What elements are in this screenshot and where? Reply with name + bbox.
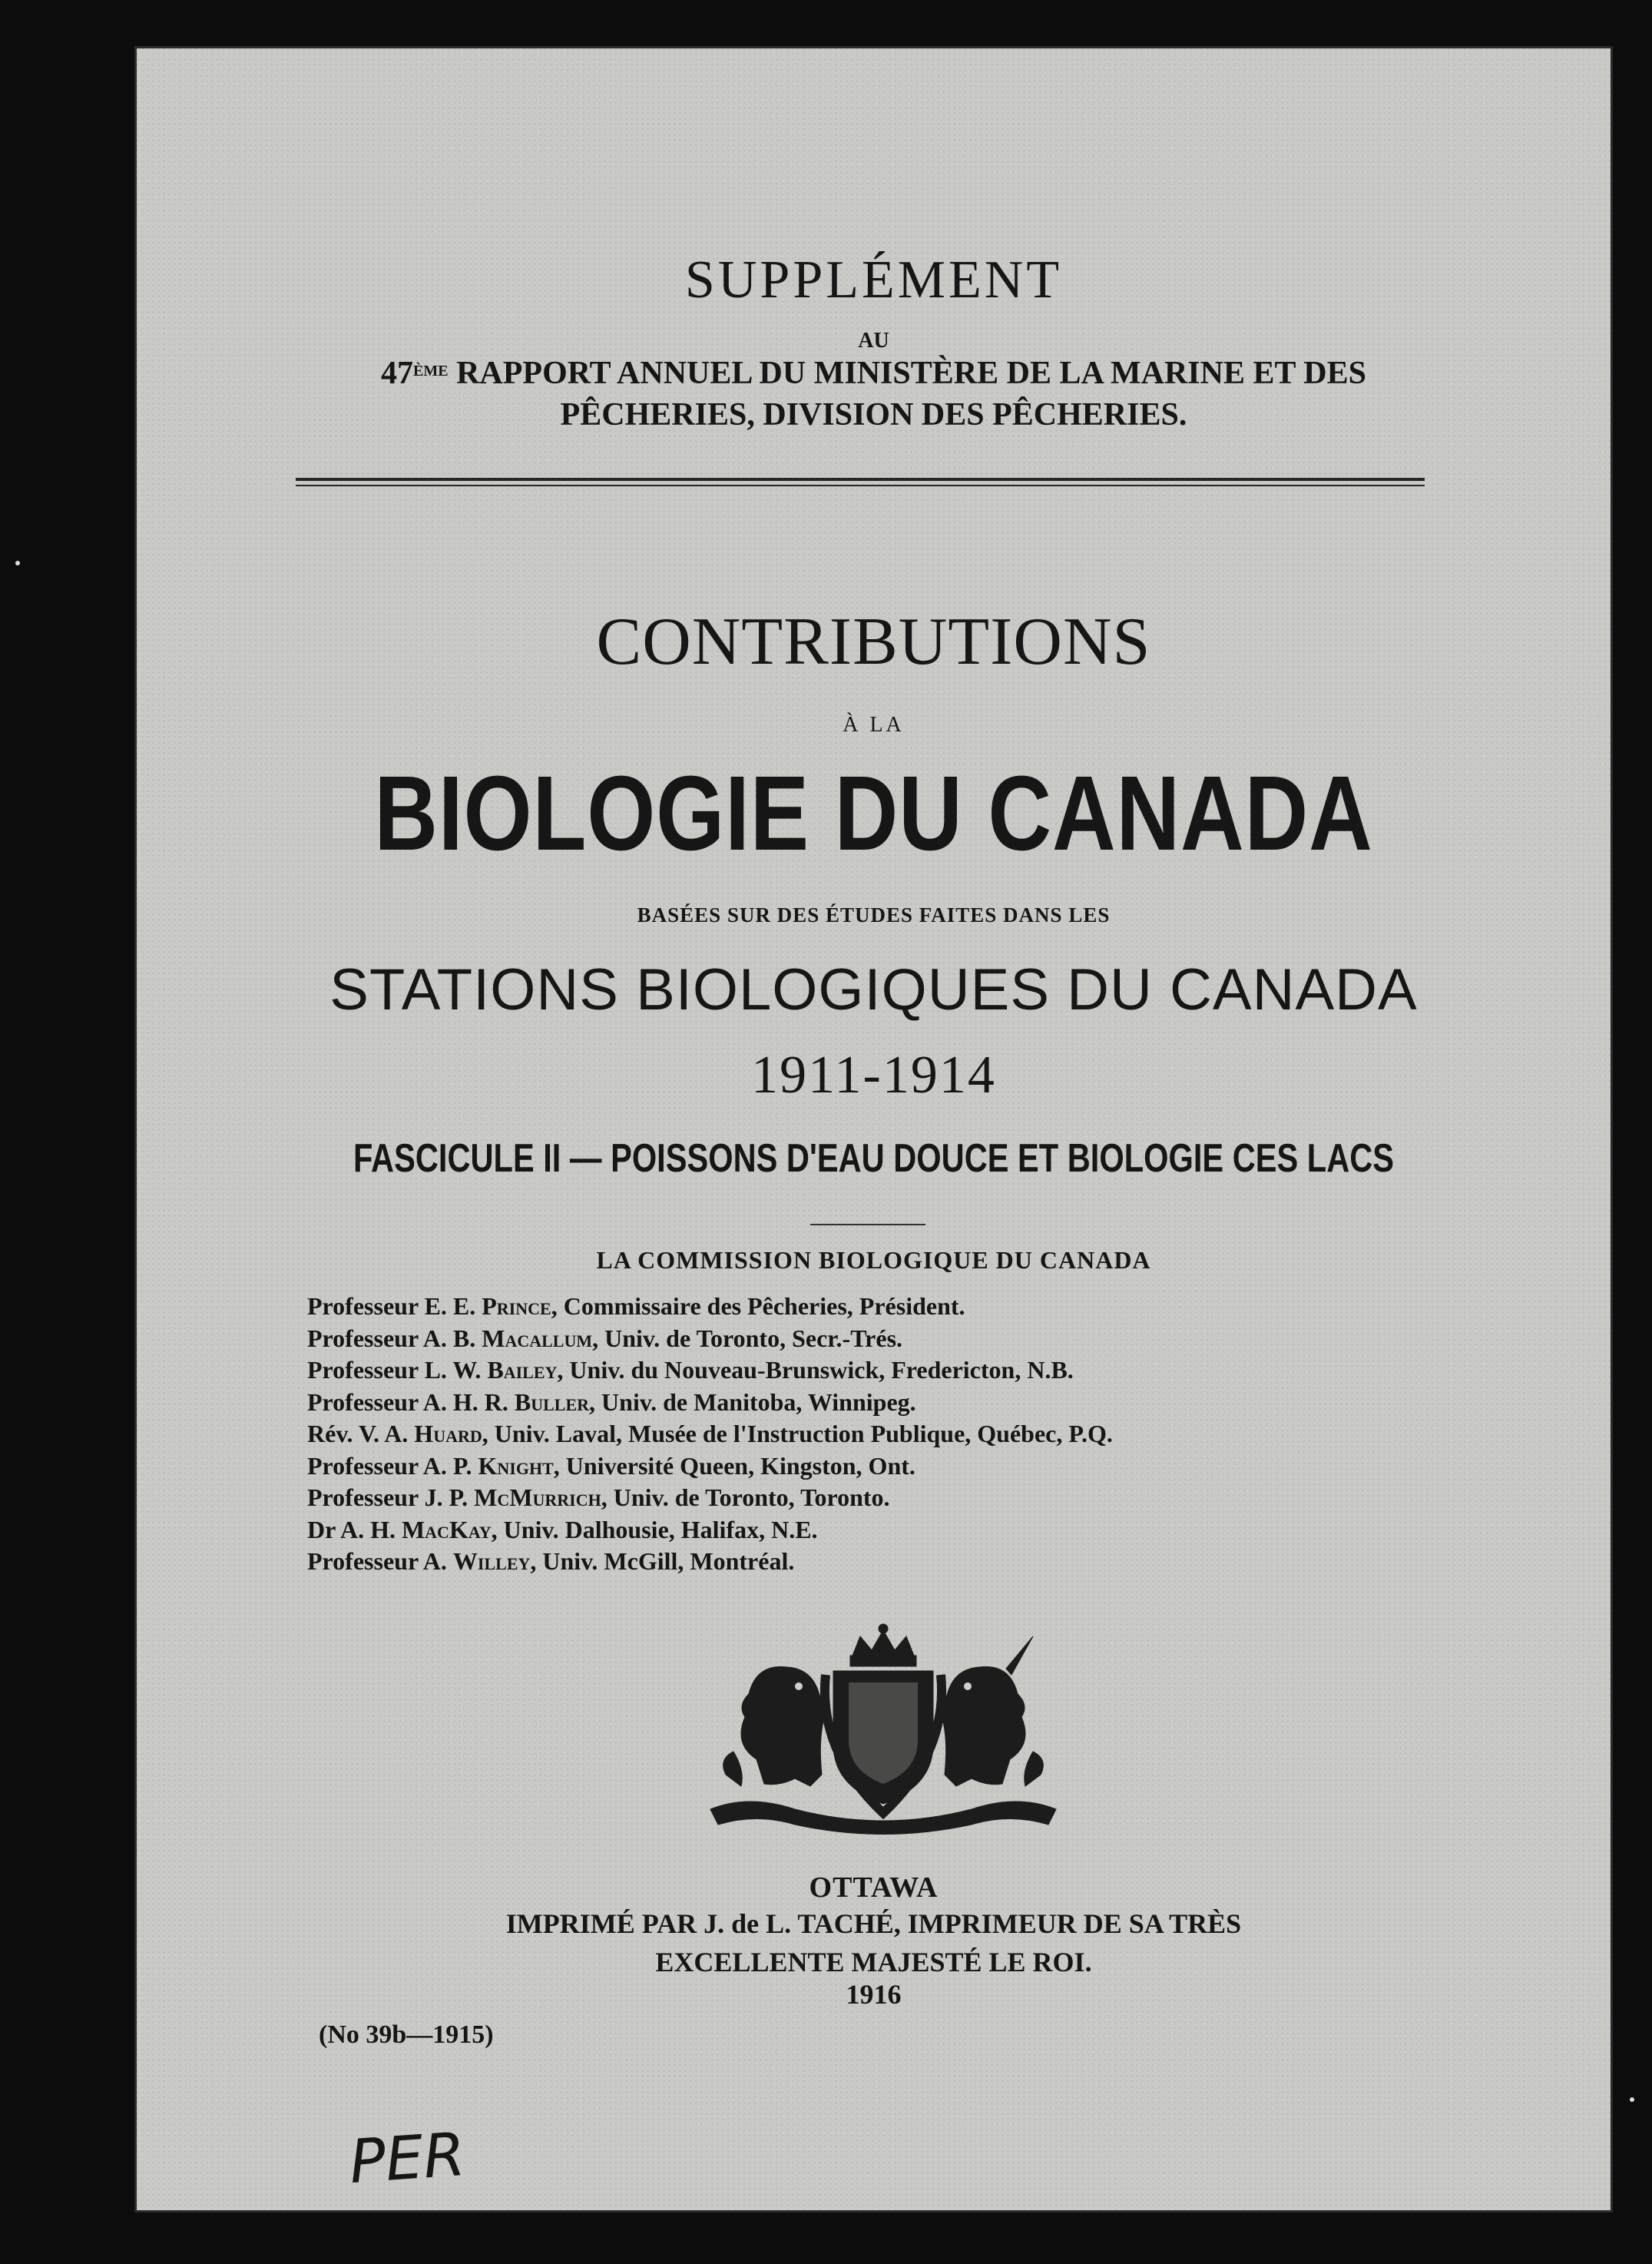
rapport-text <box>134 353 1613 436</box>
royal-coat-of-arms-icon <box>703 1621 1064 1836</box>
stations-heading: STATIONS BIOLOGIQUES DU CANADA <box>329 957 1418 1023</box>
member-item: Professeur J. P. McMurrich, Univ. de Toronto, Toronto. <box>307 1483 890 1511</box>
document-number: (No 39b—1915) <box>319 2020 494 2049</box>
rapport-line-1 <box>134 353 1613 395</box>
scan-speck <box>15 561 20 565</box>
supplement-heading: SUPPLÉMENT <box>684 250 1063 310</box>
rapport-line-1-text: RAPPORT ANNUEL DU MINISTÈRE DE LA MARINE ET DES <box>456 356 1366 391</box>
rapport-line-2: PÊCHERIES, DIVISION DES PÊCHERIES. <box>560 396 1187 433</box>
handwritten-note: PER <box>347 2120 468 2198</box>
commission-members-list <box>307 1291 1113 1578</box>
imprint-year: 1916 <box>846 1979 902 2010</box>
member-item: Rév. V. A. Huard, Univ. Laval, Musée de l'Instruction Publique, Québec, P.Q. <box>307 1420 1113 1447</box>
double-rule-top <box>296 478 1425 481</box>
document-page <box>134 46 1613 2213</box>
member-item: Professeur A. B. Macallum, Univ. de Toronto, Secr.-Trés. <box>307 1324 903 1352</box>
member-item: Dr A. H. MacKay, Univ. Dalhousie, Halifax, N.E. <box>307 1515 818 1543</box>
a-la-text: À LA <box>843 713 905 737</box>
member-item: Professeur A. P. Knight, Université Queen, Kingston, Ont. <box>307 1451 915 1480</box>
ordinal-suffix: ÈME <box>413 363 449 380</box>
contributions-heading: CONTRIBUTIONS <box>596 605 1151 679</box>
main-title: BIOLOGIE DU CANADA <box>374 754 1373 873</box>
scan-speck <box>1630 2097 1634 2102</box>
imprint-text <box>134 1905 1613 1981</box>
fascicule-heading: FASCICULE II — POISSONS D'EAU DOUCE ET BIOLOGIE CES LACS <box>353 1136 1395 1181</box>
ordinal-number: 47 <box>381 356 414 391</box>
commission-heading: LA COMMISSION BIOLOGIQUE DU CANADA <box>596 1246 1151 1274</box>
imprint-city: OTTAWA <box>809 1871 939 1904</box>
basees-text: BASÉES SUR DES ÉTUDES FAITES DANS LES <box>637 903 1111 926</box>
au-text: AU <box>858 329 889 353</box>
double-rule-bottom <box>296 485 1425 486</box>
imprint-line-1: IMPRIMÉ PAR J. de L. TACHÉ, IMPRIMEUR DE SA TRÈS <box>505 1908 1242 1939</box>
imprint-line-2: EXCELLENTE MAJESTÉ LE ROI. <box>655 1946 1092 1977</box>
member-item: Professeur E. E. Prince, Commissaire des Pêcheries, Président. <box>307 1292 965 1320</box>
short-divider <box>810 1224 925 1225</box>
member-item: Professeur A. H. R. Buller, Univ. de Manitoba, Winnipeg. <box>307 1387 916 1416</box>
member-item: Professeur L. W. Bailey, Univ. du Nouveau-Brunswick, Fredericton, N.B. <box>307 1356 1074 1384</box>
member-item: Professeur A. Willey, Univ. McGill, Montréal. <box>307 1547 795 1575</box>
years-text: 1911-1914 <box>751 1046 996 1105</box>
